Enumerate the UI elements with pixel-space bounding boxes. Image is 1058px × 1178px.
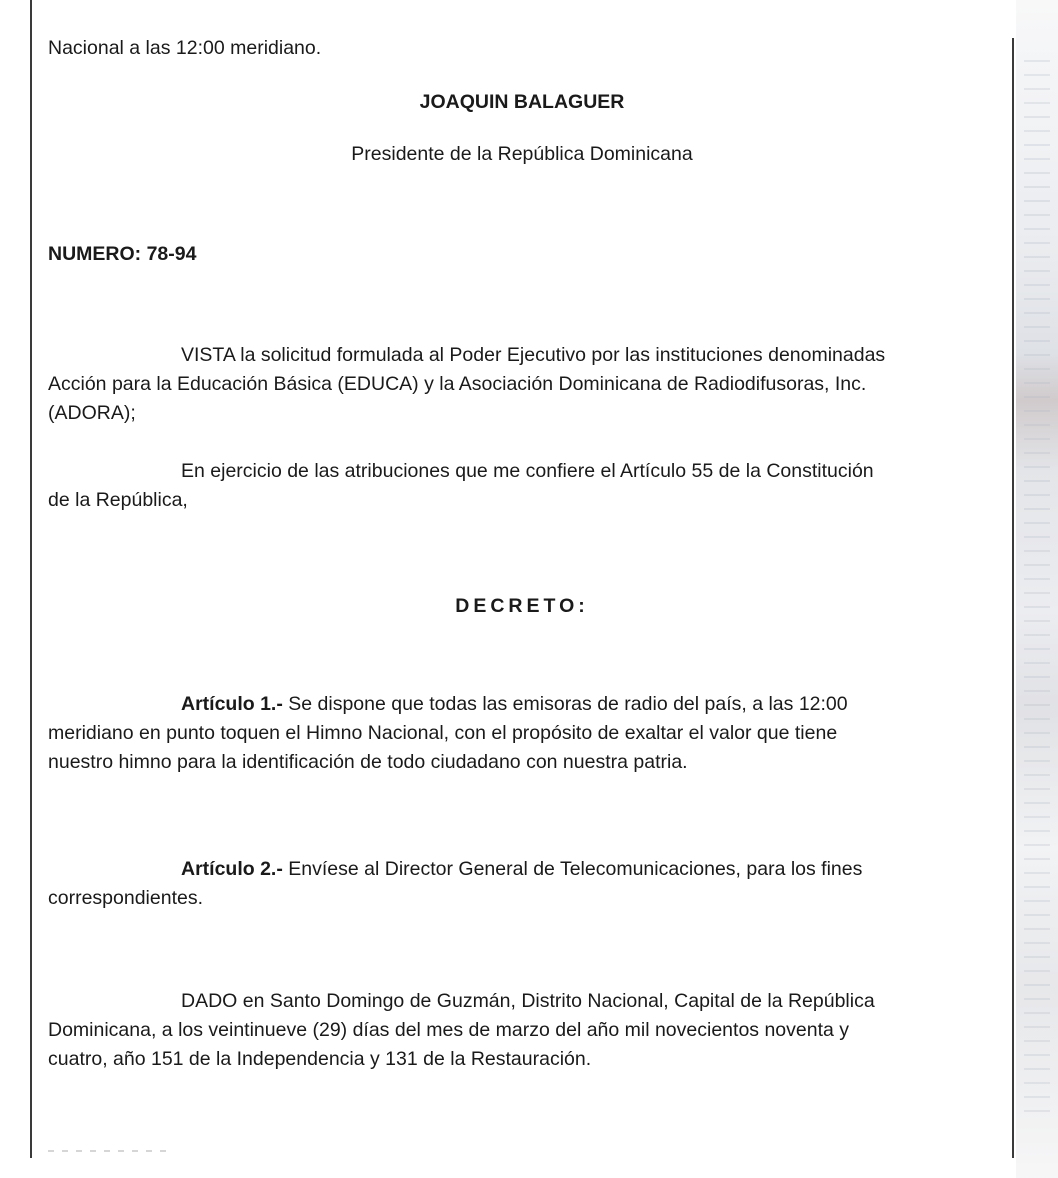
vista-paragraph [48,341,998,428]
signatory-name: JOAQUIN BALAGUER [419,91,625,113]
decreto-heading: DECRETO: [455,595,589,617]
articulo-2-line-1: Envíese al Director General de Telecomunicaciones, para los fines [282,858,863,880]
signatory-title: Presidente de la República Dominicana [351,143,693,165]
dado-line-1: DADO en Santo Domingo de Guzmán, Distrito Nacional, Capital de la República [181,990,875,1012]
decree-number: NUMERO: 78-94 [48,243,197,265]
ejercicio-line-1: En ejercicio de las atribuciones que me confiere el Artículo 55 de la Constitución [181,460,874,482]
left-margin-rule [30,0,32,1158]
articulo-1-line-1: Se dispone que todas las emisoras de radio del país, a las 12:00 [282,693,848,715]
articulo-2-paragraph [48,855,998,913]
articulo-2-line-2: correspondientes. [48,887,204,909]
ejercicio-line-2: de la República, [48,489,188,511]
background-side-strip [1016,0,1058,1178]
articulo-1-label: Artículo 1.- [181,693,283,715]
articulo-1-line-2: meridiano en punto toquen el Himno Nacional, con el propósito de exaltar el valor que tiene [48,722,838,744]
vista-line-2: Acción para la Educación Básica (EDUCA) y la Asociación Dominicana de Radiodifusoras, Inc. [48,373,867,395]
articulo-1-line-3: nuestro himno para la identificación de todo ciudadano con nuestra patria. [48,751,688,773]
top-line: Nacional a las 12:00 meridiano. [48,37,322,59]
vista-line-3: (ADORA); [48,402,136,424]
dado-paragraph [48,987,998,1074]
dado-line-3: cuatro, año 151 de la Independencia y 131 de la Restauración. [48,1048,592,1070]
ejercicio-paragraph [48,457,998,515]
articulo-2-label: Artículo 2.- [181,858,283,880]
cut-off-text-mark [48,1150,168,1152]
right-margin-rule [1012,38,1014,1158]
dado-line-2: Dominicana, a los veintinueve (29) días del mes de marzo del año mil novecientos noventa y [48,1019,850,1041]
vista-line-1: VISTA la solicitud formulada al Poder Ejecutivo por las instituciones denominadas [181,344,886,366]
articulo-1-paragraph [48,690,998,777]
